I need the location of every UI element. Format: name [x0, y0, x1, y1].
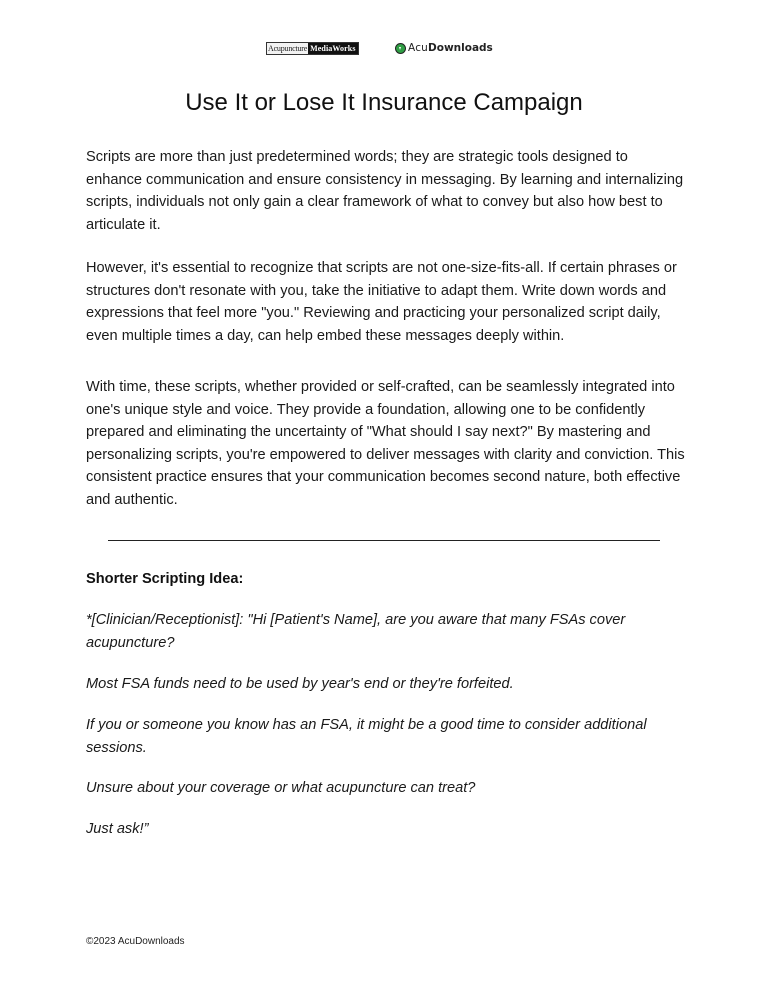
- section-heading: Shorter Scripting Idea:: [86, 571, 244, 587]
- paragraph-2: However, it's essential to recognize that scripts are not one-size-fits-all. If certain phrases or structures don't resonate with you, take the initiative to adapt them. Write down words and expressions that feel more "you." Reviewing and practicing your personalized script daily, even multiple times a day, can help embed these messages deeply within.: [86, 260, 677, 344]
- acudownloads-logo: [395, 40, 493, 56]
- script-line: Most FSA funds need to be used by year's end or they're forfeited.: [86, 676, 514, 692]
- logo-text-acupuncture: Acupuncture: [268, 44, 308, 53]
- header-logos: [0, 40, 768, 56]
- script-line: Just ask!”: [86, 821, 149, 837]
- script-line: Unsure about your coverage or what acupuncture can treat?: [86, 780, 476, 796]
- paragraph-1: Scripts are more than just predetermined words; they are strategic tools designed to enhance communication and ensure consistency in messaging. By learning and internalizing scripts, individuals not only gain a clear framework of what to convey but also how best to articulate it.: [86, 149, 684, 233]
- document-title: Use It or Lose It Insurance Campaign: [185, 89, 583, 116]
- footer-copyright: ©2023 AcuDownloads: [86, 936, 185, 947]
- script-line: *[Clinician/Receptionist]: "Hi [Patient's Name], are you aware that many FSAs cover acupuncture?: [86, 612, 626, 651]
- paragraph-3: With time, these scripts, whether provided or self-crafted, can be seamlessly integrated into one's unique style and voice. They provide a foundation, allowing one to be confidently prepared and eliminating the uncertainty of "What should I say next?" By mastering and personalizing scripts, you're empowered to deliver messages with clarity and conviction. This consistent practice ensures that your communication becomes second nature, both effective and authentic.: [86, 379, 685, 508]
- acupuncture-mediaworks-logo: [266, 42, 359, 55]
- logo-text-mediaworks: MediaWorks: [310, 44, 356, 53]
- download-circle-icon: [395, 43, 406, 54]
- logo-text-downloads: Downloads: [428, 42, 493, 54]
- script-line: If you or someone you know has an FSA, it might be a good time to consider additional sessions.: [86, 717, 647, 756]
- horizontal-divider: [108, 540, 660, 541]
- logo-text-acu: Acu: [408, 42, 429, 54]
